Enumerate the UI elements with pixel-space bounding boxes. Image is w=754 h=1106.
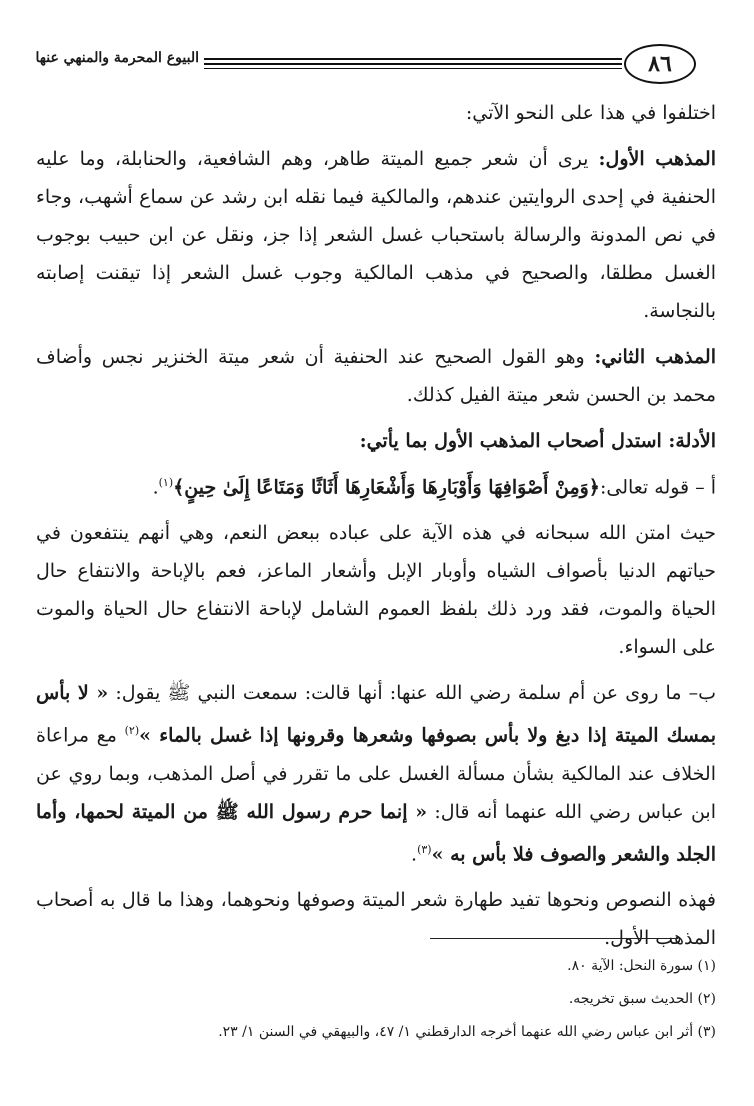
madhhab2-text: وهو القول الصحيح عند الحنفية أن شعر ميتة الخنزير نجس وأضاف محمد بن الحسن شعر ميتة الفيل كذلك. [36, 346, 716, 406]
hadith-1: « لا بأس بمسك الميتة إذا دبغ ولا بأس بصوفها وشعرها وقرونها إذا غسل بالماء » [36, 682, 716, 747]
madhhab2-label: المذهب الثاني: [594, 346, 716, 368]
footnote-divider [430, 938, 678, 939]
footnote-1: (١) سورة النحل: الآية ٨٠. [567, 958, 716, 974]
evidence-label: الأدلة: [668, 430, 716, 452]
evidence-heading [36, 422, 716, 460]
evidence-text: استدل أصحاب المذهب الأول بما يأتي: [359, 430, 662, 452]
page-body [36, 94, 716, 965]
evidence-a [36, 464, 716, 506]
madhhab1-text: يرى أن شعر جميع الميتة طاهر، وهم الشافعية، والحنابلة، وما عليه الحنفية في إحدى الروايتين عندهم، والمالكية فيما نقله ابن رشد عن سماع أشهب، وجاء في نص المدونة والرسالة باستحباب غسل الشعر إذا جز، ونقل عن ابن حبيب بوجوب الغسل مطلقا، والصحيح في مذهب المالكية وجوب غسل الشعر إذا تيقنت إصابته بالنجاسة. [36, 148, 716, 322]
evidence-a-prefix: أ – قوله تعالى: [599, 476, 716, 499]
footnote-ref-3: (٣) [417, 842, 432, 856]
conclusion-paragraph: فهذه النصوص ونحوها تفيد طهارة شعر الميتة وصوفها ونحوهما، وهذا ما قال به أصحاب المذهب الأول. [36, 888, 716, 949]
quran-verse: ﴿وَمِنْ أَصْوَافِهَا وَأَوْبَارِهَا وَأَشْعَارِهَا أَثَاثًا وَمَتَاعًا إِلَىٰ حِينٍ﴾ [173, 476, 600, 499]
evidence-b [36, 674, 716, 873]
evidence-b-prefix: ب– ما روى عن أم سلمة رضي الله عنها: أنها قالت: سمعت النبي ﷺ يقول: [115, 682, 716, 705]
evidence-a-end: . [152, 476, 159, 499]
running-title: البيوع المحرمة والمنهي عنها [35, 50, 199, 66]
evidence-b-mid: مع مراعاة الخلاف عند المالكية بشأن مسألة الغسل على ما تقرر في أصل المذهب، وبما روي عن ابن عباس رضي الله عنهما أنه قال: [36, 724, 716, 823]
header-rule [204, 68, 622, 69]
footnote-3: (٣) أثر ابن عباس رضي الله عنهما أخرجه الدارقطني ١/ ٤٧، والبيهقي في السنن ١/ ٢٣. [218, 1024, 716, 1040]
madhhab1-label: المذهب الأول: [598, 148, 716, 170]
page-header [24, 44, 730, 90]
footnotes [36, 950, 716, 1049]
header-rule [204, 58, 622, 60]
footnote-2: (٢) الحديث سبق تخريجه. [568, 991, 716, 1007]
madhhab2-paragraph [36, 338, 716, 414]
intro-paragraph: اختلفوا في هذا على النحو الآتي: [465, 102, 716, 124]
header-rule [204, 63, 622, 65]
evidence-b-end: . [411, 842, 418, 865]
footnote-ref-1: (١) [158, 476, 174, 489]
hadith-2: « إنما حرم رسول الله ﷺ من الميتة لحمها، وأما الجلد والشعر والصوف فلا بأس به » [36, 800, 716, 865]
footnote-ref-2: (٢) [124, 724, 140, 738]
page-number: ٨٦ [624, 44, 696, 84]
evidence-a-explanation: حيث امتن الله سبحانه في هذه الآية على عباده ببعض النعم، وهي أنهم ينتفعون في حياتهم الدنيا بأصواف الشياه وأوبار الإبل وأشعار الماعز، فعم بالإباحة والانتفاع حال الحياة والموت، فقد ورد ذلك بلفظ العموم الشامل لإباحة الانتفاع حال الحياة والموت على السواء. [36, 522, 716, 659]
madhhab1-paragraph [36, 140, 716, 330]
